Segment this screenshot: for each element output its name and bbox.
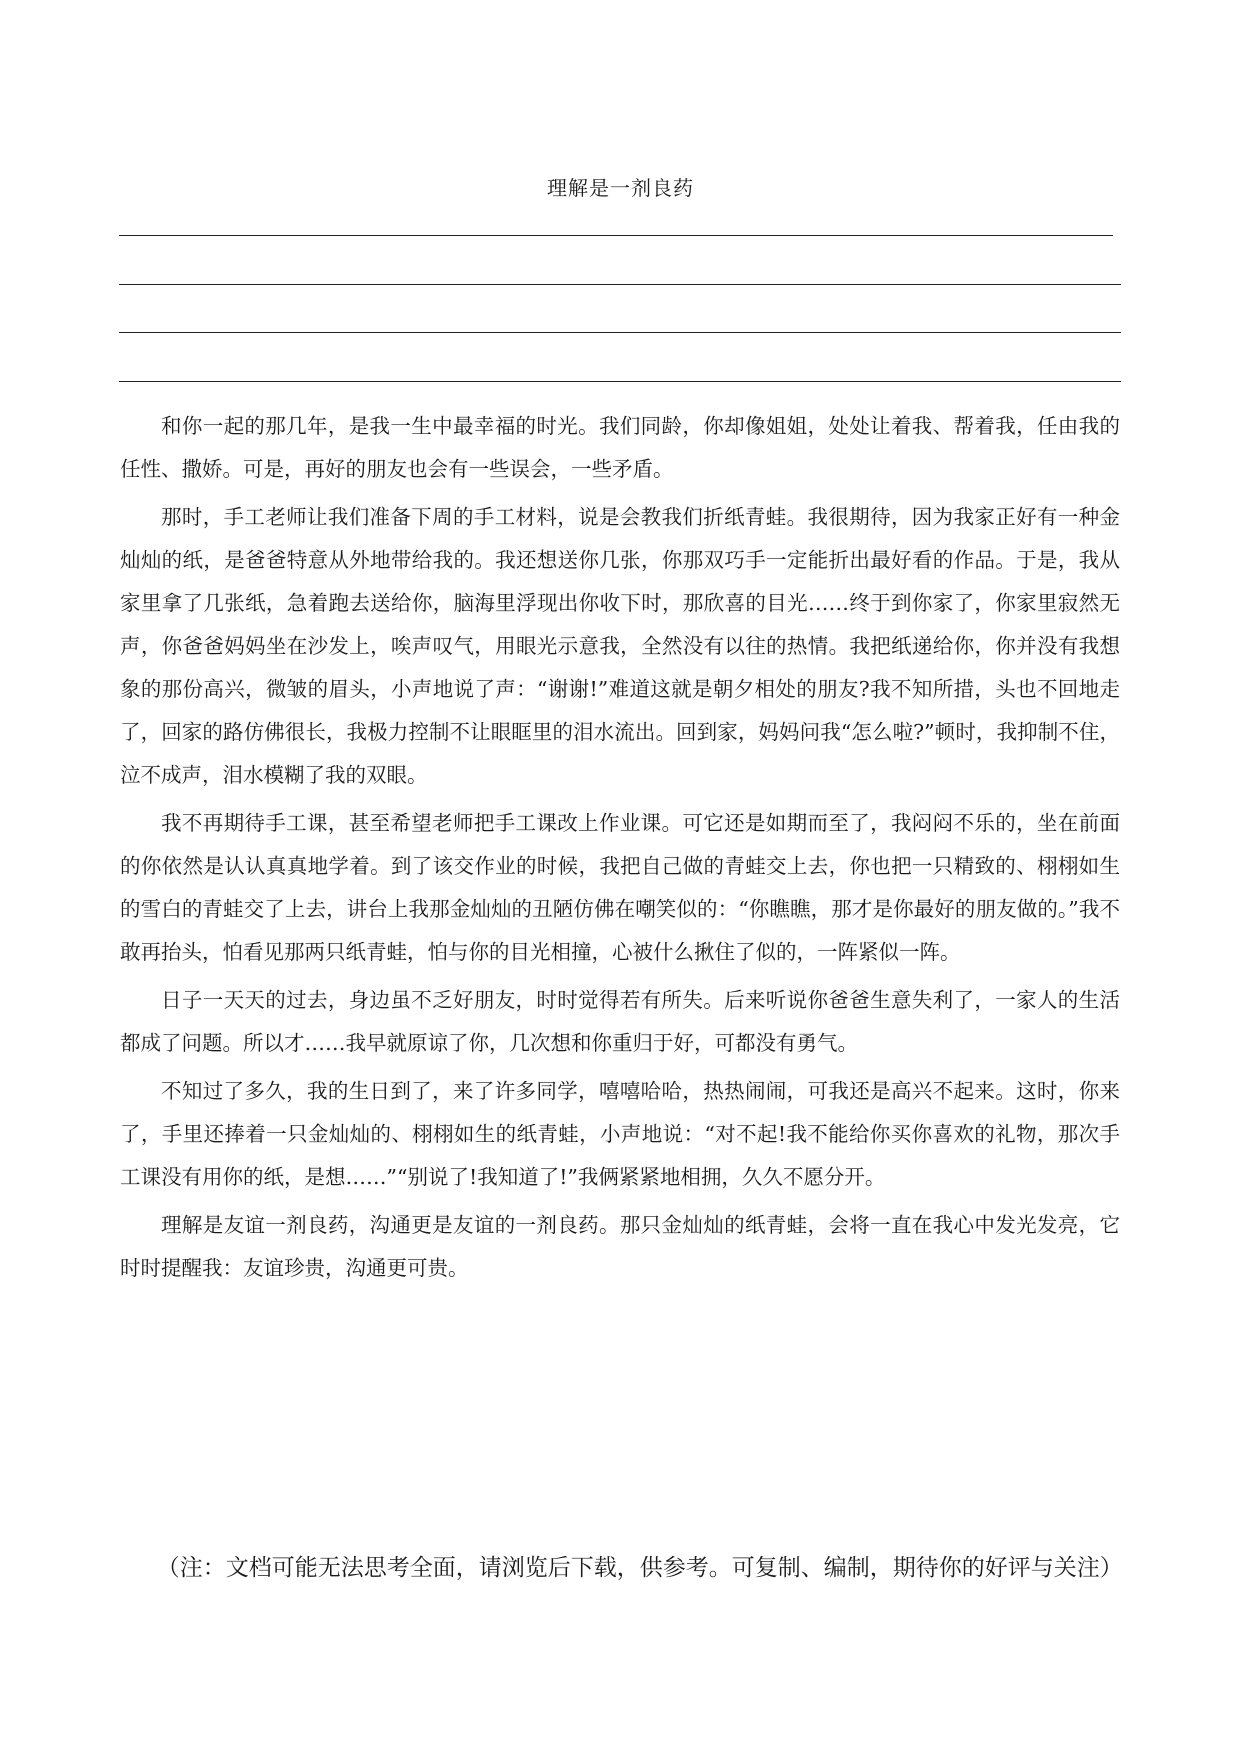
essay-body — [120, 405, 1120, 1295]
writing-line-4 — [119, 381, 1121, 382]
paragraph-3: 我不再期待手工课，甚至希望老师把手工课改上作业课。可它还是如期而至了，我闷闷不乐的，坐在前面的你依然是认认真真地学着。到了该交作业的时候，我把自己做的青蛙交上去，你也把一只精致的、栩栩如生的雪白的青蛙交了上去，讲台上我那金灿灿的丑陋仿佛在嘲笑似的：“你瞧瞧，那才是你最好的朋友做的。”我不敢再抬头，怕看见那两只纸青蛙，怕与你的目光相撞，心被什么揪住了似的，一阵紧似一阵。 — [120, 811, 1120, 964]
paragraph-6: 理解是友谊一剂良药，沟通更是友谊的一剂良药。那只金灿灿的纸青蛙，会将一直在我心中发光发亮，它时时提醒我：友谊珍贵，沟通更可贵。 — [120, 1213, 1120, 1280]
writing-line-3 — [119, 332, 1121, 333]
paragraph-4: 日子一天天的过去，身边虽不乏好朋友，时时觉得若有所失。后来听说你爸爸生意失利了，一家人的生活都成了问题。所以才……我早就原谅了你，几次想和你重归于好，可都没有勇气。 — [120, 988, 1120, 1055]
paragraph-5: 不知过了多久，我的生日到了，来了许多同学，嘻嘻哈哈，热热闹闹，可我还是高兴不起来。这时，你来了，手里还捧着一只金灿灿的、栩栩如生的纸青蛙，小声地说：“对不起!我不能给你买你喜欢的礼物，那次手工课没有用你的纸，是想……”“别说了!我知道了!”我俩紧紧地相拥，久久不愿分开。 — [120, 1079, 1120, 1189]
page-title: 理解是一剂良药 — [547, 176, 694, 200]
download-note: （注：文档可能无法思考全面，请浏览后下载，供参考。可复制、编制，期待你的好评与关注） — [156, 1555, 1123, 1581]
paragraph-1: 和你一起的那几年，是我一生中最幸福的时光。我们同龄，你却像姐姐，处处让着我、帮着我，任由我的任性、撒娇。可是，再好的朋友也会有一些误会，一些矛盾。 — [120, 414, 1120, 481]
writing-line-2 — [119, 284, 1121, 285]
writing-line-1 — [119, 235, 1113, 236]
paragraph-2: 那时，手工老师让我们准备下周的手工材料，说是会教我们折纸青蛙。我很期待，因为我家正好有一种金灿灿的纸，是爸爸特意从外地带给我的。我还想送你几张，你那双巧手一定能折出最好看的作品。于是，我从家里拿了几张纸，急着跑去送给你，脑海里浮现出你收下时，那欣喜的目光……终于到你家了，你家里寂然无声，你爸爸妈妈坐在沙发上，唉声叹气，用眼光示意我，全然没有以往的热情。我把纸递给你，你并没有我想象的那份高兴，微皱的眉头，小声地说了声：“谢谢!”难道这就是朝夕相处的朋友?我不知所措，头也不回地走了，回家的路仿佛很长，我极力控制不让眼眶里的泪水流出。回到家，妈妈问我“怎么啦?”顿时，我抑制不住，泣不成声，泪水模糊了我的双眼。 — [120, 505, 1120, 787]
